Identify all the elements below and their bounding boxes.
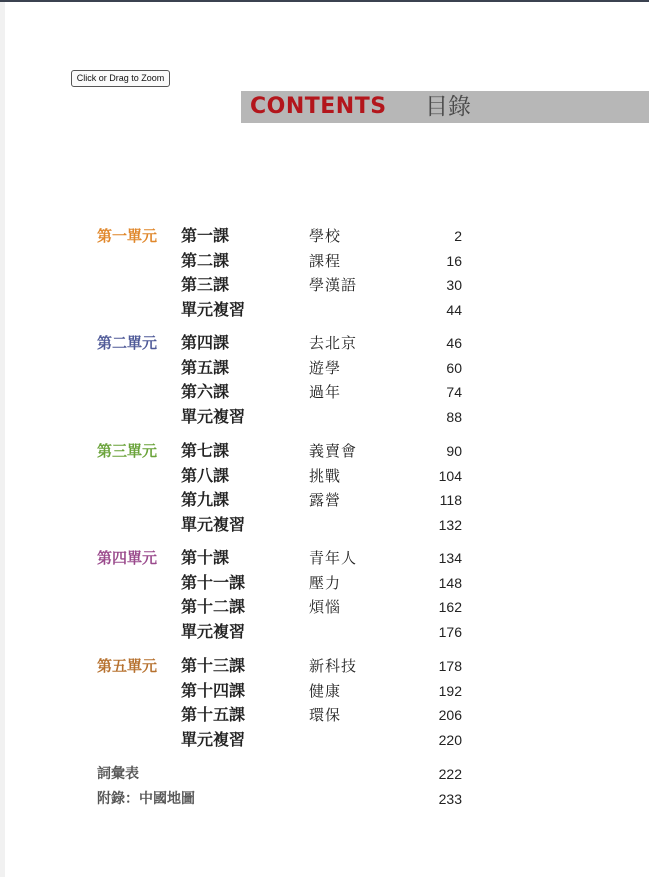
lesson-title: 學漢語 xyxy=(309,276,358,294)
toc-row[interactable] xyxy=(0,251,649,273)
page-number: 2 xyxy=(454,228,462,244)
lesson-title: 學校 xyxy=(309,227,342,245)
page-number: 162 xyxy=(438,599,462,615)
lesson-label: 第十四課 xyxy=(181,680,246,700)
page-number: 44 xyxy=(446,301,462,318)
page-number: 90 xyxy=(446,443,462,459)
unit-label: 第一單元 xyxy=(97,227,158,245)
toc-row[interactable] xyxy=(0,681,649,703)
page-number: 220 xyxy=(438,731,462,748)
lesson-label: 第一課 xyxy=(181,226,230,245)
toc-row[interactable] xyxy=(0,622,649,644)
lesson-title: 過年 xyxy=(309,383,342,401)
lesson-label: 第二課 xyxy=(181,250,230,270)
toc-row[interactable] xyxy=(0,275,649,297)
lesson-label: 第十五課 xyxy=(181,705,246,724)
toc-row[interactable] xyxy=(0,573,649,595)
page-number: 60 xyxy=(446,359,462,376)
page-number: 192 xyxy=(438,682,462,699)
page-number: 132 xyxy=(438,516,462,533)
page-number: 178 xyxy=(438,658,462,674)
page-number: 118 xyxy=(439,492,462,508)
lesson-label: 第九課 xyxy=(181,490,230,509)
toc-row[interactable] xyxy=(0,490,649,512)
page-number: 30 xyxy=(446,277,462,293)
toc-row[interactable] xyxy=(0,358,649,380)
page-number: 88 xyxy=(446,408,462,425)
contents-title-zh: 目錄 xyxy=(425,94,471,120)
lesson-title: 義賣會 xyxy=(309,442,358,460)
unit-label: 第二單元 xyxy=(97,334,158,352)
toc-row[interactable] xyxy=(0,407,649,429)
page-number: 74 xyxy=(446,384,462,400)
appendix-row[interactable] xyxy=(0,789,649,811)
toc-row[interactable] xyxy=(0,548,649,570)
appendix-row[interactable] xyxy=(0,764,649,786)
contents-title-en: CONTENTS xyxy=(250,94,387,119)
lesson-title: 露營 xyxy=(309,491,342,509)
lesson-title: 壓力 xyxy=(309,573,342,592)
lesson-title: 新科技 xyxy=(309,657,358,675)
lesson-label: 第八課 xyxy=(181,465,230,485)
lesson-title: 健康 xyxy=(309,681,342,700)
lesson-label: 單元複習 xyxy=(181,299,246,319)
lesson-label: 單元複習 xyxy=(181,729,246,749)
toc-row[interactable] xyxy=(0,441,649,463)
toc-row[interactable] xyxy=(0,382,649,404)
lesson-title: 挑戰 xyxy=(309,466,342,485)
viewer-top-bar xyxy=(0,0,649,2)
toc-row[interactable] xyxy=(0,705,649,727)
lesson-label: 第四課 xyxy=(181,333,230,352)
lesson-title: 煩惱 xyxy=(309,598,342,616)
lesson-label: 第十三課 xyxy=(181,656,246,675)
unit-label: 第三單元 xyxy=(97,442,158,460)
toc-row[interactable] xyxy=(0,515,649,537)
lesson-title: 青年人 xyxy=(309,549,358,567)
lesson-label: 單元複習 xyxy=(181,406,246,426)
lesson-label: 第三課 xyxy=(181,275,230,294)
lesson-label: 第五課 xyxy=(181,357,230,377)
toc-row[interactable] xyxy=(0,300,649,322)
toc-row[interactable] xyxy=(0,730,649,752)
zoom-button[interactable]: Click or Drag to Zoom xyxy=(71,70,170,87)
lesson-title: 遊學 xyxy=(309,358,342,377)
lesson-label: 單元複習 xyxy=(181,514,246,534)
lesson-title: 課程 xyxy=(309,251,342,270)
page-number: 16 xyxy=(446,252,462,269)
page-number: 46 xyxy=(446,335,462,351)
unit-label: 第五單元 xyxy=(97,657,158,675)
lesson-label: 單元複習 xyxy=(181,621,246,641)
page-number: 148 xyxy=(438,574,462,591)
toc-row[interactable] xyxy=(0,466,649,488)
page-number: 206 xyxy=(438,707,462,723)
page-number: 176 xyxy=(438,623,462,640)
appendix-label: 附錄：中國地圖 xyxy=(97,791,195,807)
page-number: 233 xyxy=(438,791,462,807)
page-number: 222 xyxy=(438,766,462,782)
page-number: 134 xyxy=(438,550,462,566)
appendix-label: 詞彙表 xyxy=(97,766,139,782)
toc-row[interactable] xyxy=(0,226,649,248)
toc-row[interactable] xyxy=(0,656,649,678)
lesson-label: 第七課 xyxy=(181,441,230,460)
lesson-title: 去北京 xyxy=(309,334,358,352)
unit-label: 第四單元 xyxy=(97,549,158,567)
lesson-label: 第六課 xyxy=(181,382,230,401)
lesson-label: 第十一課 xyxy=(181,572,246,592)
lesson-label: 第十二課 xyxy=(181,597,246,616)
page-number: 104 xyxy=(438,467,462,484)
toc-row[interactable] xyxy=(0,333,649,355)
lesson-label: 第十課 xyxy=(181,548,230,567)
toc-row[interactable] xyxy=(0,597,649,619)
lesson-title: 環保 xyxy=(309,706,342,724)
contents-banner xyxy=(241,91,649,123)
